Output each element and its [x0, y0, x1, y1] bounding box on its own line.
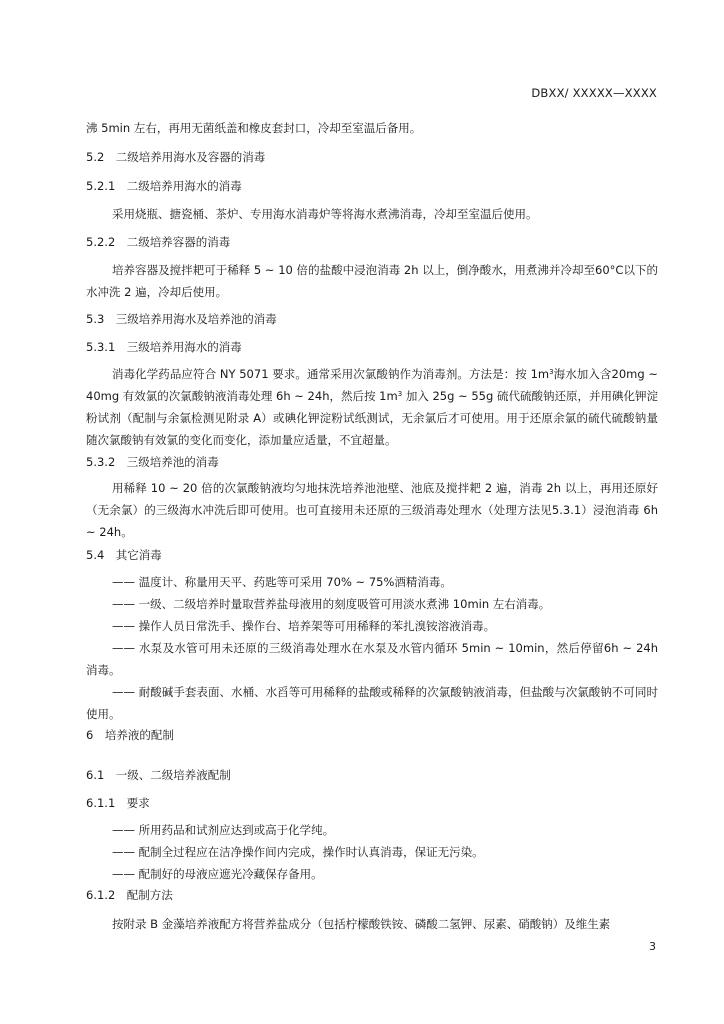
list-item: —— 一级、二级培养时量取营养盐母液用的刻度吸管可用淡水煮沸 10min 左右消毒。 — [112, 597, 551, 611]
list-item: —— 耐酸碱手套表面、水桶、水舀等可用稀释的盐酸或稀释的次氯酸钠液消毒，但盐酸与次氯酸钠不可同时使用。 — [86, 685, 658, 721]
dash-list-6-1-1 — [86, 819, 658, 885]
paragraph-5-3-1-part-b: 海水加入含20mg ~ 40mg 有效氯的次氯酸钠液消毒处理 6h ~ 24h，然后按 1m — [86, 367, 658, 403]
list-item: —— 所用药品和试剂应达到或高于化学纯。 — [112, 823, 335, 837]
heading-5-2-2: 5.2.2 二级培养容器的消毒 — [86, 235, 231, 249]
heading-5-3-1: 5.3.1 三级培养用海水的消毒 — [86, 340, 242, 354]
list-item: —— 温度计、称量用天平、药匙等可采用 70% ~ 75%酒精消毒。 — [112, 575, 452, 589]
heading-5-4: 5.4 其它消毒 — [86, 548, 162, 562]
dash-list-5-4 — [86, 571, 658, 725]
paragraph-5-2-1: 采用烧瓶、搪瓷桶、茶炉、专用海水消毒炉等将海水煮沸消毒，冷却至室温后使用。 — [112, 207, 538, 221]
list-item: —— 配制全过程应在洁净操作间内完成，操作时认真消毒，保证无污染。 — [112, 845, 484, 859]
heading-5-3: 5.3 三级培养用海水及培养池的消毒 — [86, 312, 277, 326]
superscript-3: 3 — [549, 368, 554, 376]
heading-6-1-2: 6.1.2 配制方法 — [86, 888, 173, 902]
paragraph-continued: 沸 5min 左右，再用无菌纸盖和橡皮套封口，冷却至室温后备用。 — [86, 121, 422, 135]
list-item: —— 水泵及水管可用未还原的三级消毒处理水在水泵及水管内循环 5min ~ 10min，然后停留6h ~ 24h 消毒。 — [86, 641, 658, 677]
paragraph-5-3-1-part-a: 消毒化学药品应符合 NY 5071 要求。通常采用次氯酸钠作为消毒剂。方法是：按 1m — [112, 367, 550, 381]
heading-5-3-2: 5.3.2 三级培养池的消毒 — [86, 455, 219, 469]
heading-5-2: 5.2 二级培养用海水及容器的消毒 — [86, 150, 266, 164]
list-item: —— 操作人员日常洗手、操作台、培养架等可用稀释的苯扎溴铵溶液消毒。 — [112, 619, 496, 633]
heading-6: 6 培养液的配制 — [86, 728, 174, 742]
paragraph-5-3-1-part-c: 加入 25g ~ 55g 硫代硫酸钠还原，并用碘化钾淀粉试剂（配制与余氯检测见附录 A）或碘化钾淀粉试纸测试，无余氯后才可使用。用于还原余氯的硫代硫酸钠量随次氯酸钠有效氯的变化而变化，添加量应适量，不宜超量。 — [86, 389, 659, 447]
heading-6-1-1: 6.1.1 要求 — [86, 796, 150, 810]
page-number: 3 — [649, 940, 656, 953]
document-code-header: DBXX/ XXXXX—XXXX — [531, 86, 657, 100]
heading-5-2-1: 5.2.1 二级培养用海水的消毒 — [86, 179, 242, 193]
list-item: —— 配制好的母液应遮光冷藏保存备用。 — [112, 867, 323, 881]
superscript-3: 3 — [397, 390, 403, 398]
paragraph-5-3-2: 用稀释 10 ~ 20 倍的次氯酸钠液均匀地抹洗培养池池壁、池底及搅拌耙 2 遍，消毒 2h 以上，再用还原好（无余氯）的三级海水冲洗后即可使用。也可直接用未还原的三级消毒处理水（处理方法见5.3.1）浸泡消毒 6h ~ 24h。 — [86, 481, 658, 539]
paragraph-5-2-2: 培养容器及搅拌耙可于稀释 5 ~ 10 倍的盐酸中浸泡消毒 2h 以上，倒净酸水，用煮沸并冷却至60°C以下的水冲洗 2 遍，冷却后使用。 — [86, 263, 658, 299]
paragraph-6-1-2: 按附录 B 金藻培养液配方将营养盐成分（包括柠檬酸铁铵、磷酸二氢钾、尿素、硝酸钠）及维生素 — [112, 917, 611, 931]
paragraph-5-3-1 — [86, 363, 658, 451]
heading-6-1: 6.1 一级、二级培养液配制 — [86, 768, 231, 782]
